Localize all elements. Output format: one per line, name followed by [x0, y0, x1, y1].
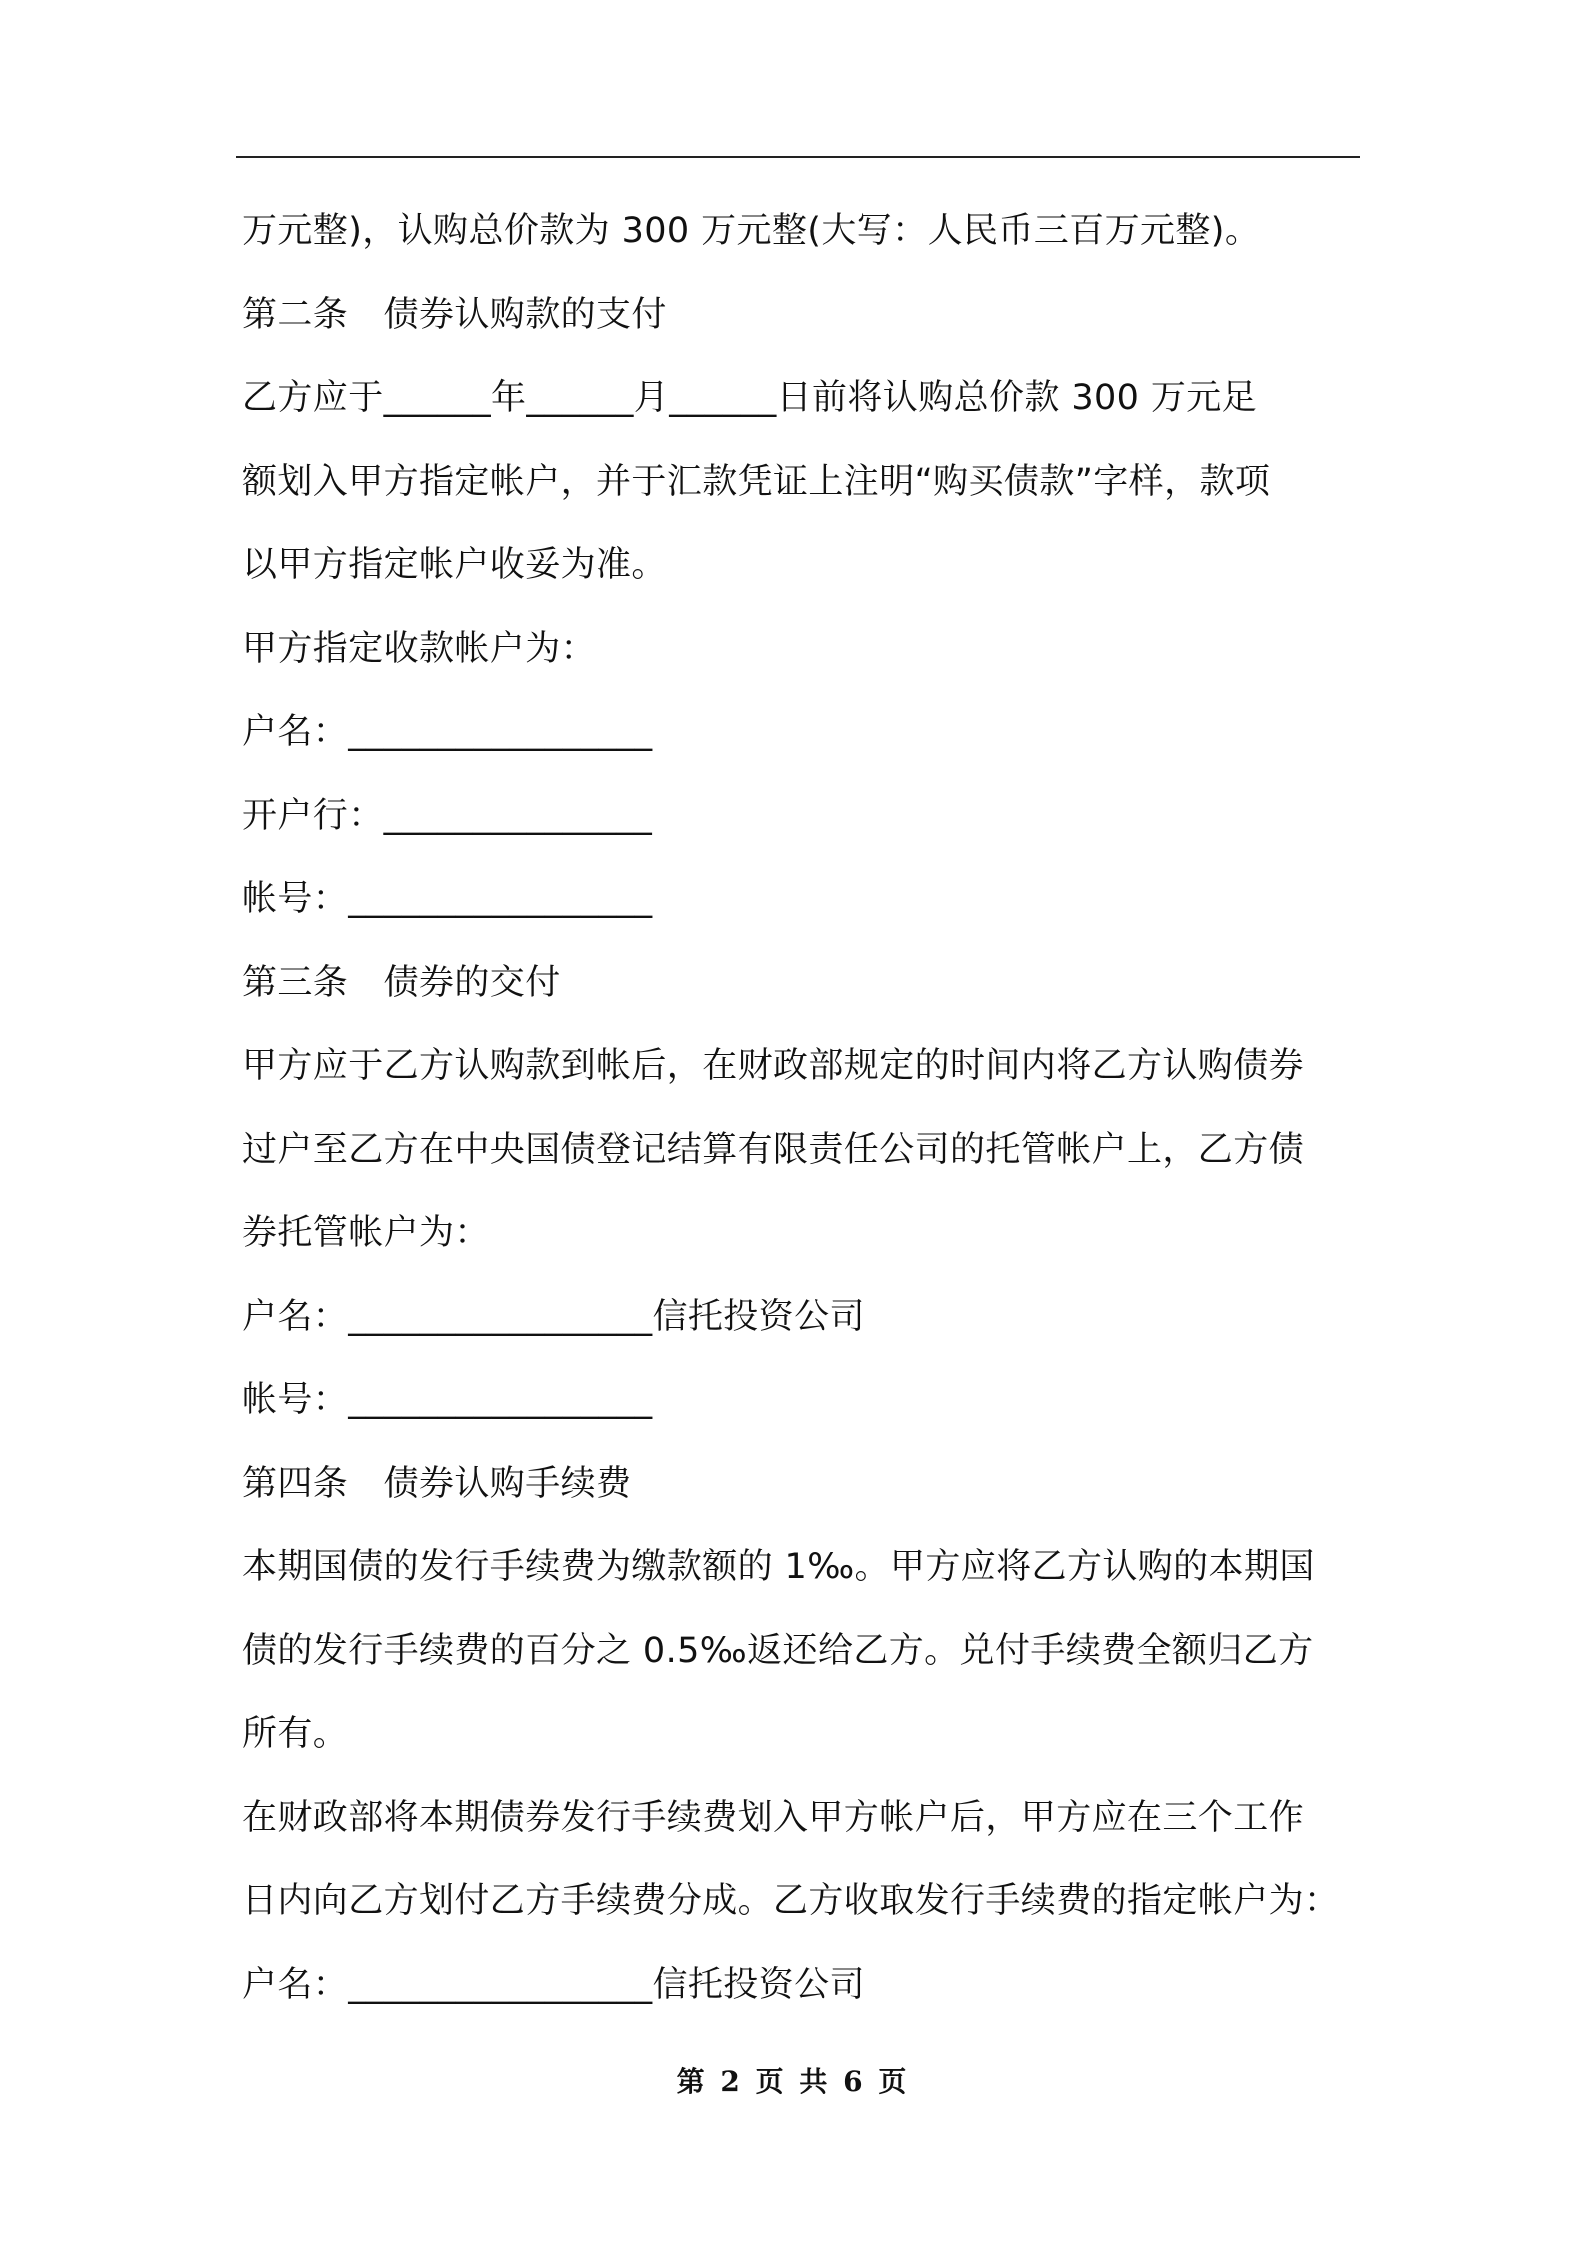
body-line: 债的发行手续费的百分之 0.5‰返还给乙方。兑付手续费全额归乙方: [242, 1630, 1314, 1671]
body-line: 甲方指定收款帐户为：: [242, 628, 597, 669]
body-line: 券托管帐户为：: [242, 1213, 490, 1253]
body-line: 万元整)，认购总价款为 300 万元整(大写：人民币三百万元整)。: [242, 211, 1261, 251]
article-heading: 第二条 债券认购款的支付: [242, 294, 667, 335]
header-divider: [236, 156, 1360, 158]
body-line: 乙方应于______年______月______日前将认购总价款 300 万元足: [242, 378, 1258, 418]
account-name-field: 户名：_________________: [242, 712, 653, 752]
body-line: 在财政部将本期债券发行手续费划入甲方帐户后，甲方应在三个工作: [242, 1797, 1305, 1838]
account-name-field: 户名：_________________信托投资公司: [242, 1296, 865, 1337]
account-name-field: 户名：_________________信托投资公司: [242, 1964, 865, 2005]
account-number-field: 帐号：_________________: [242, 1380, 653, 1420]
account-number-field: 帐号：_________________: [242, 879, 653, 919]
article-heading: 第三条 债券的交付: [242, 962, 561, 1003]
body-line: 甲方应于乙方认购款到帐后，在财政部规定的时间内将乙方认购债券: [242, 1046, 1305, 1086]
body-line: 所有。: [242, 1714, 349, 1754]
article-heading: 第四条 债券认购手续费: [242, 1463, 632, 1504]
body-line: 日内向乙方划付乙方手续费分成。乙方收取发行手续费的指定帐户为：: [242, 1881, 1340, 1921]
bank-field: 开户行：_______________: [242, 795, 653, 836]
document-body: [242, 198, 1372, 2035]
page-number: 第 2 页 共 6 页: [676, 2065, 910, 2098]
body-line: 过户至乙方在中央国债登记结算有限责任公司的托管帐户上，乙方债: [242, 1129, 1305, 1170]
body-line: 以甲方指定帐户收妥为准。: [242, 545, 667, 585]
body-line: 额划入甲方指定帐户，并于汇款凭证上注明“购买债款”字样，款项: [242, 461, 1271, 502]
body-line: 本期国债的发行手续费为缴款额的 1‰。甲方应将乙方认购的本期国: [242, 1547, 1315, 1587]
